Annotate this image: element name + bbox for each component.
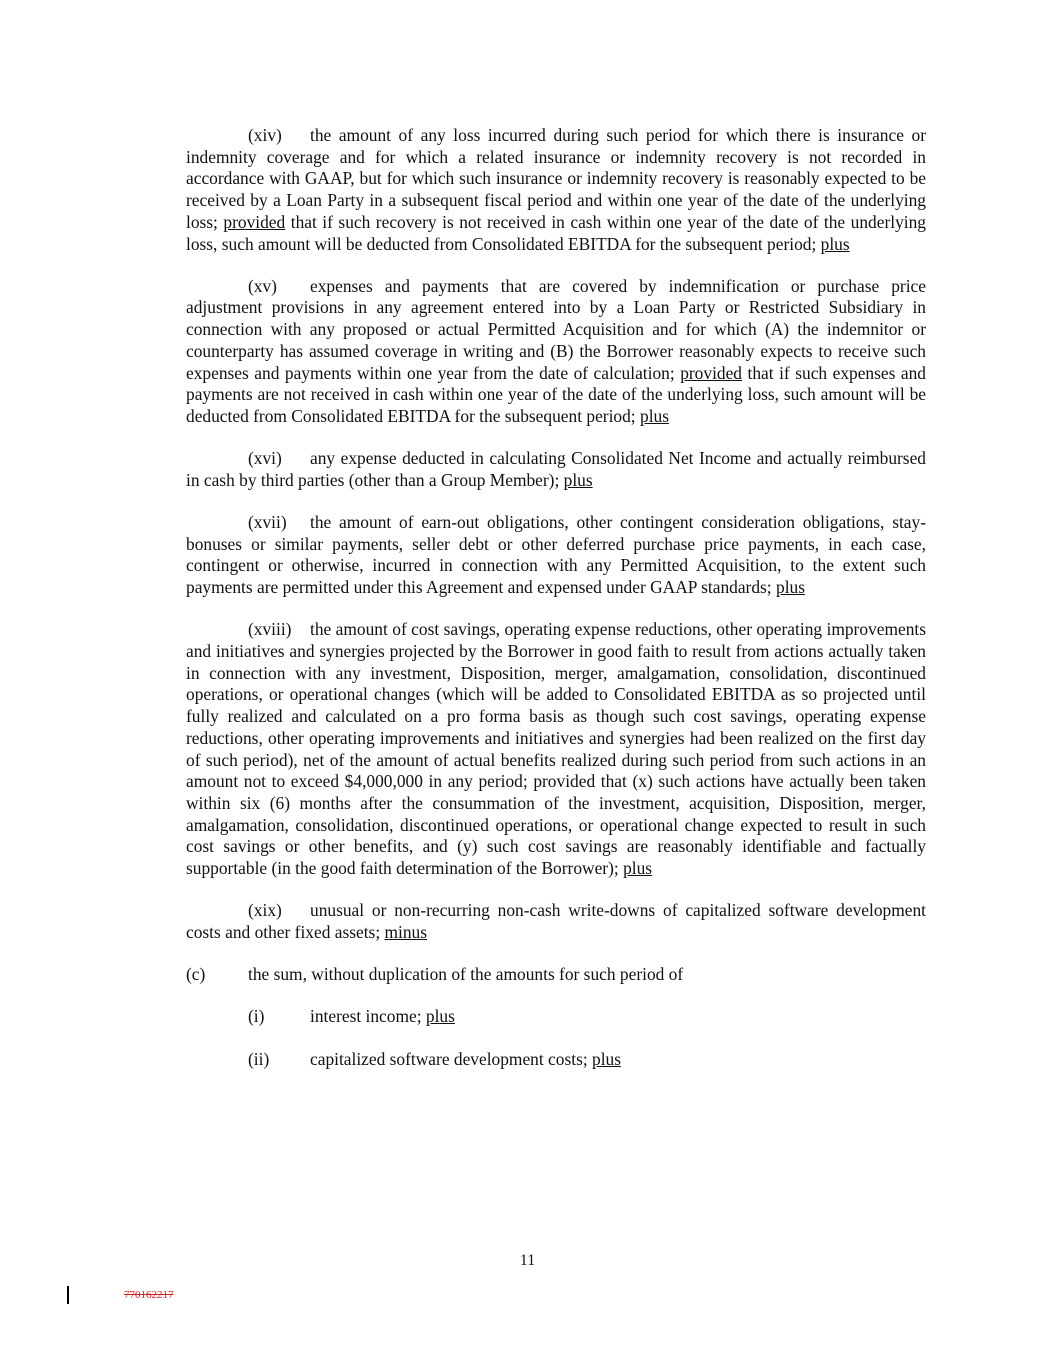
underlined-term: plus [563,469,593,490]
document-body [186,125,926,1091]
page-number: 11 [519,1252,536,1269]
underlined-term: provided [223,211,286,232]
sub-item-text [310,1006,455,1028]
sub-item [248,1006,926,1028]
clause-text: unusual or non-recurring non-cash write-downs of capitalized software development costs and other fixed assets; [186,900,926,942]
clause-text: that if such recovery is not received in cash within one year of the date of the underlying loss, such amount will be deducted from Consolidated EBITDA for the subsequent period; [186,211,926,254]
clause-label: (xv) [248,275,277,296]
sub-item [248,1049,926,1071]
clause-label: (xiv) [248,125,282,145]
document-id: 770162217 [124,1289,174,1301]
section-c [186,964,926,986]
sub-item-suffix: plus [592,1048,622,1069]
clause-paragraph [186,512,926,599]
clause-paragraph [186,448,926,491]
underlined-term: plus [623,858,653,879]
clause-text: the amount of cost savings, operating expense reductions, other operating improvements and initiatives and synergies projected by the Borrower in good faith to result from actions actually taken in connection with any investment, Disposition, merger, amalgamation, consolidation, discontinued operations, or operational changes (which will be added to Consolidated EBITDA as so projected until fully realized and calculated on a pro forma basis as though such cost savings, operating expense reductions, other operating improvements and initiatives and synergies had been realized on the first day of such period), net of the amount of actual benefits realized during such period from such actions in an amount not to exceed $4,000,000 in any period; provided that (x) such actions have actually been taken within six (6) months after the consummation of the investment, acquisition, Disposition, merger, amalgamation, consolidation, discontinued operations, or operational change expected to result in such cost savings or other benefits, and (y) such cost savings are reasonably identifiable and factually supportable (in the good faith determination of the Borrower); [186,619,926,879]
sub-item-label: (ii) [248,1048,270,1069]
clause-label: (xvi) [248,448,282,469]
underlined-term: minus [384,922,428,942]
clause-text: that if such expenses and payments are not received in cash within one year of the date of the underlying loss, such amount will be deducted from Consolidated EBITDA for the subsequent period; [186,362,926,426]
clause-text: any expense deducted in calculating Consolidated Net Income and actually reimbursed in cash by third parties (other than a Group Member); [186,448,926,490]
clause-paragraph [186,125,926,255]
sub-item-text [310,1049,621,1071]
sub-item-label: (i) [248,1006,265,1027]
clause-label: (xix) [248,900,282,921]
clause-text: the amount of earn-out obligations, other contingent consideration obligations, stay-bonuses or similar payments, seller debt or other deferred purchase price payments, in each case, contingent or otherwise, incurred in connection with any Permitted Acquisition, to the extent such payments are permitted under this Agreement and expensed under GAAP standards; [186,512,926,598]
sub-item-body: capitalized software development costs; [310,1048,593,1069]
revision-bar [67,1286,69,1304]
underlined-term: plus [640,405,669,426]
clause-label: (xviii) [248,619,292,640]
sub-item-suffix: plus [425,1006,455,1027]
sub-item-body: interest income; [310,1006,426,1027]
clause-text: the amount of any loss incurred during such period for which there is insurance or indemnity coverage and for which a related insurance or indemnity recovery is not recorded in accordance with GAAP, but for which such insurance or indemnity recovery is reasonably expected to be received by a Loan Party in a subsequent fiscal period and within one year of the date of the underlying loss; [186,125,926,232]
underlined-term: provided [680,362,743,383]
clause-list [186,125,926,944]
clause-paragraph [186,619,926,879]
clause-text: expenses and payments that are covered by indemnification or purchase price adjustment provisions in any agreement entered into by a Loan Party or Restricted Subsidiary in connection with any proposed or actual Permitted Acquisition and for which (A) the indemnitor or counterparty has assumed coverage in writing and (B) the Borrower reasonably expects to receive such expenses and payments within one year from the date of calculation; [186,275,926,383]
underlined-term: plus [776,577,805,598]
clause-paragraph [186,276,926,428]
clause-paragraph [186,900,926,943]
clause-label: (xvii) [248,512,287,533]
underlined-term: plus [820,233,850,254]
section-c-label: (c) [186,964,206,985]
section-c-text: the sum, without duplication of the amounts for such period of [248,964,684,985]
